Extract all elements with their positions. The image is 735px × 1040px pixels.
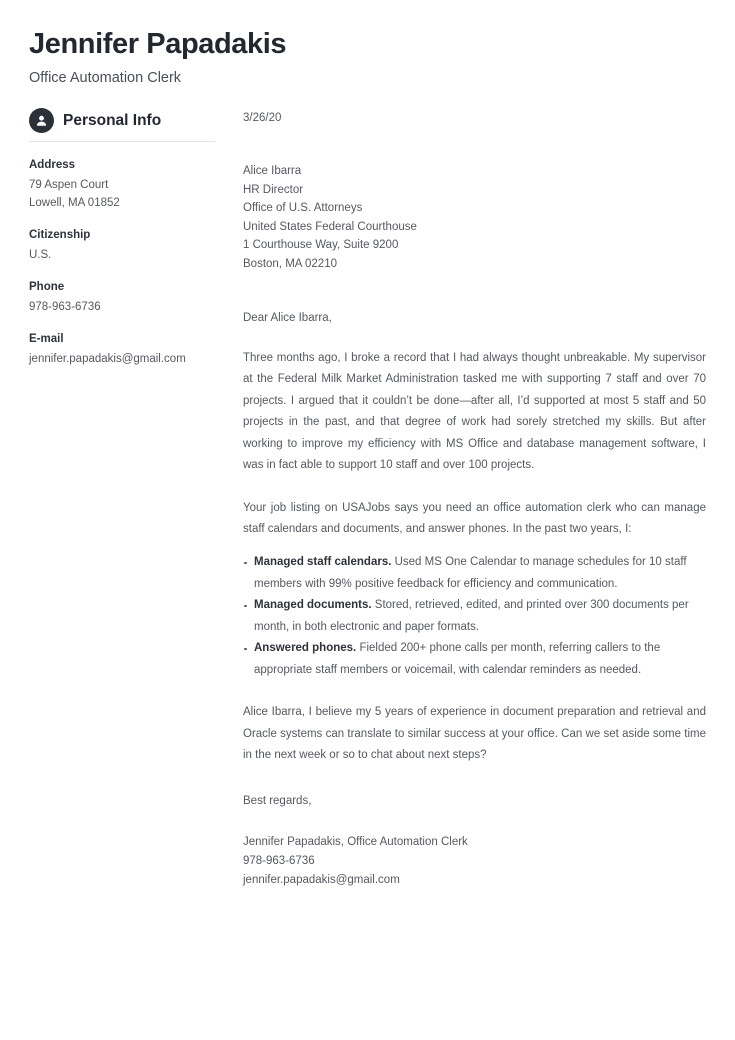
candidate-name: Jennifer Papadakis bbox=[29, 28, 287, 60]
info-label: Phone bbox=[29, 281, 65, 293]
letter-paragraph-1: Three months ago, I broke a record that I had always thought unbreakable. My supervisor at the Federal Milk Market Administration tasked me with supporting 7 staff and over 70 projects. I argued that it couldn’t be done—after all, I’d supported at most 5 staff and 50 projects in the past, and that degree of work had sorely stretched my skills. But after working to improve my efficiency with MS Office and database management software, I was in fact able to support 10 staff and over 100 projects. bbox=[243, 351, 706, 472]
recipient-organization: Office of U.S. Attorneys bbox=[243, 202, 363, 215]
bullet-lead: Answered phones. bbox=[254, 642, 357, 655]
letter-salutation: Dear Alice Ibarra, bbox=[243, 311, 332, 324]
info-field-address bbox=[29, 157, 219, 212]
info-value-line1: U.S. bbox=[29, 249, 52, 261]
info-field-email bbox=[29, 331, 219, 368]
recipient-city-state-zip: Boston, MA 02210 bbox=[243, 257, 337, 270]
info-field-phone bbox=[29, 279, 219, 316]
list-item bbox=[243, 638, 706, 681]
personal-info-title: Personal Info bbox=[63, 111, 162, 129]
letter-date: 3/26/20 bbox=[243, 112, 282, 124]
info-value-line1: 978-963-6736 bbox=[29, 301, 101, 313]
document-header bbox=[29, 26, 629, 88]
bullet-lead: Managed documents. bbox=[254, 599, 372, 612]
info-label: E-mail bbox=[29, 333, 64, 345]
letter-paragraph-2: Your job listing on USAJobs says you need an office automation clerk who can manage staff calendars and documents, and answer phones. In the past two years, I: bbox=[243, 501, 706, 536]
recipient-title: HR Director bbox=[243, 183, 304, 196]
letter-paragraph-3: Alice Ibarra, I believe my 5 years of experience in document preparation and retrieval and Oracle systems can translate to similar success at your office. Can we set aside some time in the next week or so to chat about next steps? bbox=[243, 706, 706, 762]
info-value-line1: jennifer.papadakis@gmail.com bbox=[29, 353, 186, 365]
personal-info-sidebar bbox=[29, 108, 219, 368]
bullet-text: Fielded 200+ phone calls per month, referring callers to the appropriate staff members or voicemail, with calendar reminders as needed. bbox=[254, 642, 661, 676]
person-icon bbox=[29, 108, 54, 133]
info-field-citizenship bbox=[29, 227, 219, 264]
letter-body bbox=[243, 110, 706, 890]
bullet-lead: Managed staff calendars. bbox=[254, 556, 392, 569]
bullet-text: Stored, retrieved, edited, and printed over 300 documents per month, in both electronic and paper formats. bbox=[254, 599, 689, 633]
letter-signature-block bbox=[243, 833, 706, 890]
recipient-street: 1 Courthouse Way, Suite 9200 bbox=[243, 239, 399, 252]
signature-email: jennifer.papadakis@gmail.com bbox=[243, 873, 400, 886]
bullet-text: Used MS One Calendar to manage schedules for 10 staff members with 99% positive feedback for efficiency and communication. bbox=[254, 556, 687, 590]
list-item bbox=[243, 595, 706, 638]
recipient-name: Alice Ibarra bbox=[243, 165, 302, 177]
achievements-list bbox=[243, 552, 706, 681]
info-value-line1: 79 Aspen Court bbox=[29, 179, 109, 191]
info-label: Address bbox=[29, 159, 76, 171]
list-item bbox=[243, 552, 706, 595]
candidate-job-title: Office Automation Clerk bbox=[29, 70, 182, 86]
signature-phone: 978-963-6736 bbox=[243, 854, 315, 867]
letter-closing: Best regards, bbox=[243, 794, 312, 807]
recipient-building: United States Federal Courthouse bbox=[243, 220, 417, 233]
info-label: Citizenship bbox=[29, 229, 91, 241]
signature-name-title: Jennifer Papadakis, Office Automation Clerk bbox=[243, 835, 468, 848]
info-value-line2: Lowell, MA 01852 bbox=[29, 197, 120, 209]
recipient-address-block bbox=[243, 162, 706, 274]
personal-info-section-header bbox=[29, 108, 215, 142]
